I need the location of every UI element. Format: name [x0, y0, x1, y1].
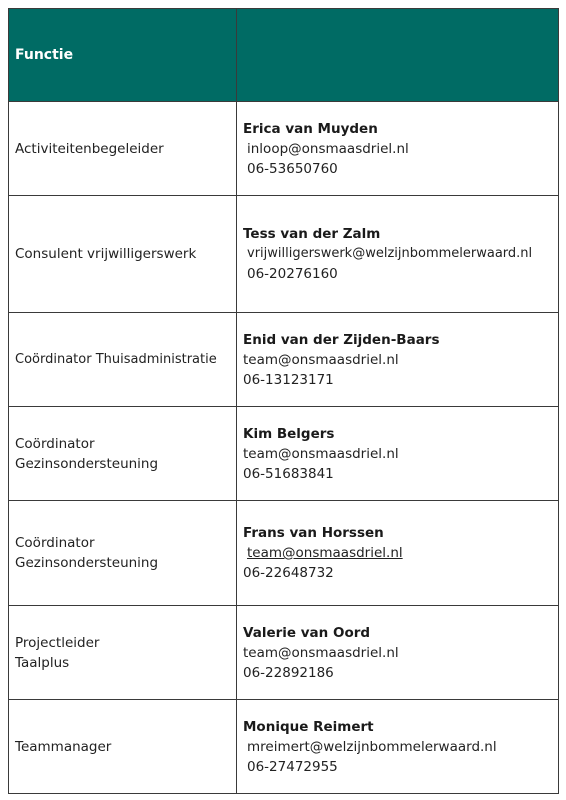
contact-cell [237, 501, 559, 606]
contact-cell [237, 102, 559, 196]
table-row [9, 501, 559, 606]
contact-cell [237, 407, 559, 501]
email-link[interactable]: team@onsmaasdriel.nl [243, 351, 399, 368]
role-text-line-2: Taalplus [15, 654, 70, 671]
contact-cell [237, 700, 559, 794]
phone-number: 06-22648732 [243, 565, 334, 581]
phone-number: 06-27472955 [247, 758, 338, 775]
table-row [9, 700, 559, 794]
header-contact [237, 9, 559, 102]
role-cell [9, 606, 237, 700]
phone-number: 06-53650760 [247, 160, 338, 177]
role-text-line-2: Gezinsondersteuning [15, 455, 159, 472]
table-row [9, 313, 559, 407]
contact-cell [237, 196, 559, 313]
contact-name: Valerie van Oord [243, 624, 371, 641]
email-link[interactable]: team@onsmaasdriel.nl [247, 545, 403, 561]
email-link[interactable]: team@onsmaasdriel.nl [243, 445, 399, 462]
role-text-line-2: Gezinsondersteuning [15, 555, 159, 571]
role-text: Activiteitenbegeleider [15, 140, 164, 157]
table-row [9, 606, 559, 700]
role-text: Consulent vrijwilligerswerk [15, 246, 197, 262]
table-row [9, 102, 559, 196]
role-text-line-1: Coördinator [15, 535, 95, 551]
email-link[interactable]: team@onsmaasdriel.nl [243, 644, 399, 661]
phone-number: 06-51683841 [243, 465, 334, 482]
contact-name: Erica van Muyden [243, 120, 378, 137]
phone-number: 06-13123171 [243, 371, 334, 388]
role-cell [9, 102, 237, 196]
contact-name: Kim Belgers [243, 425, 335, 442]
role-cell [9, 700, 237, 794]
role-text-line-1: Coördinator [15, 435, 95, 452]
role-cell [9, 501, 237, 606]
role-text-line-1: Projectleider [15, 634, 100, 651]
email-link[interactable]: inloop@onsmaasdriel.nl [247, 140, 409, 157]
phone-number: 06-22892186 [243, 664, 334, 681]
role-text: Teammanager [15, 738, 112, 755]
email-link[interactable]: mreimert@welzijnbommelerwaard.nl [247, 738, 497, 755]
contact-cell [237, 313, 559, 407]
header-role: Functie [9, 9, 237, 102]
contact-name: Monique Reimert [243, 718, 374, 735]
table-row [9, 196, 559, 313]
role-cell [9, 196, 237, 313]
role-cell [9, 313, 237, 407]
contact-name: Enid van der Zijden-Baars [243, 331, 440, 348]
email-link[interactable]: vrijwilligerswerk@welzijnbommelerwaard.nl [247, 246, 533, 261]
role-text: Coördinator Thuisadministratie [15, 351, 217, 367]
contact-cell [237, 606, 559, 700]
contact-name: Frans van Horssen [243, 525, 384, 541]
contact-name: Tess van der Zalm [243, 226, 381, 242]
contact-table [8, 8, 559, 794]
table-header-row [9, 9, 559, 102]
role-cell [9, 407, 237, 501]
table-row [9, 407, 559, 501]
phone-number: 06-20276160 [247, 266, 338, 282]
